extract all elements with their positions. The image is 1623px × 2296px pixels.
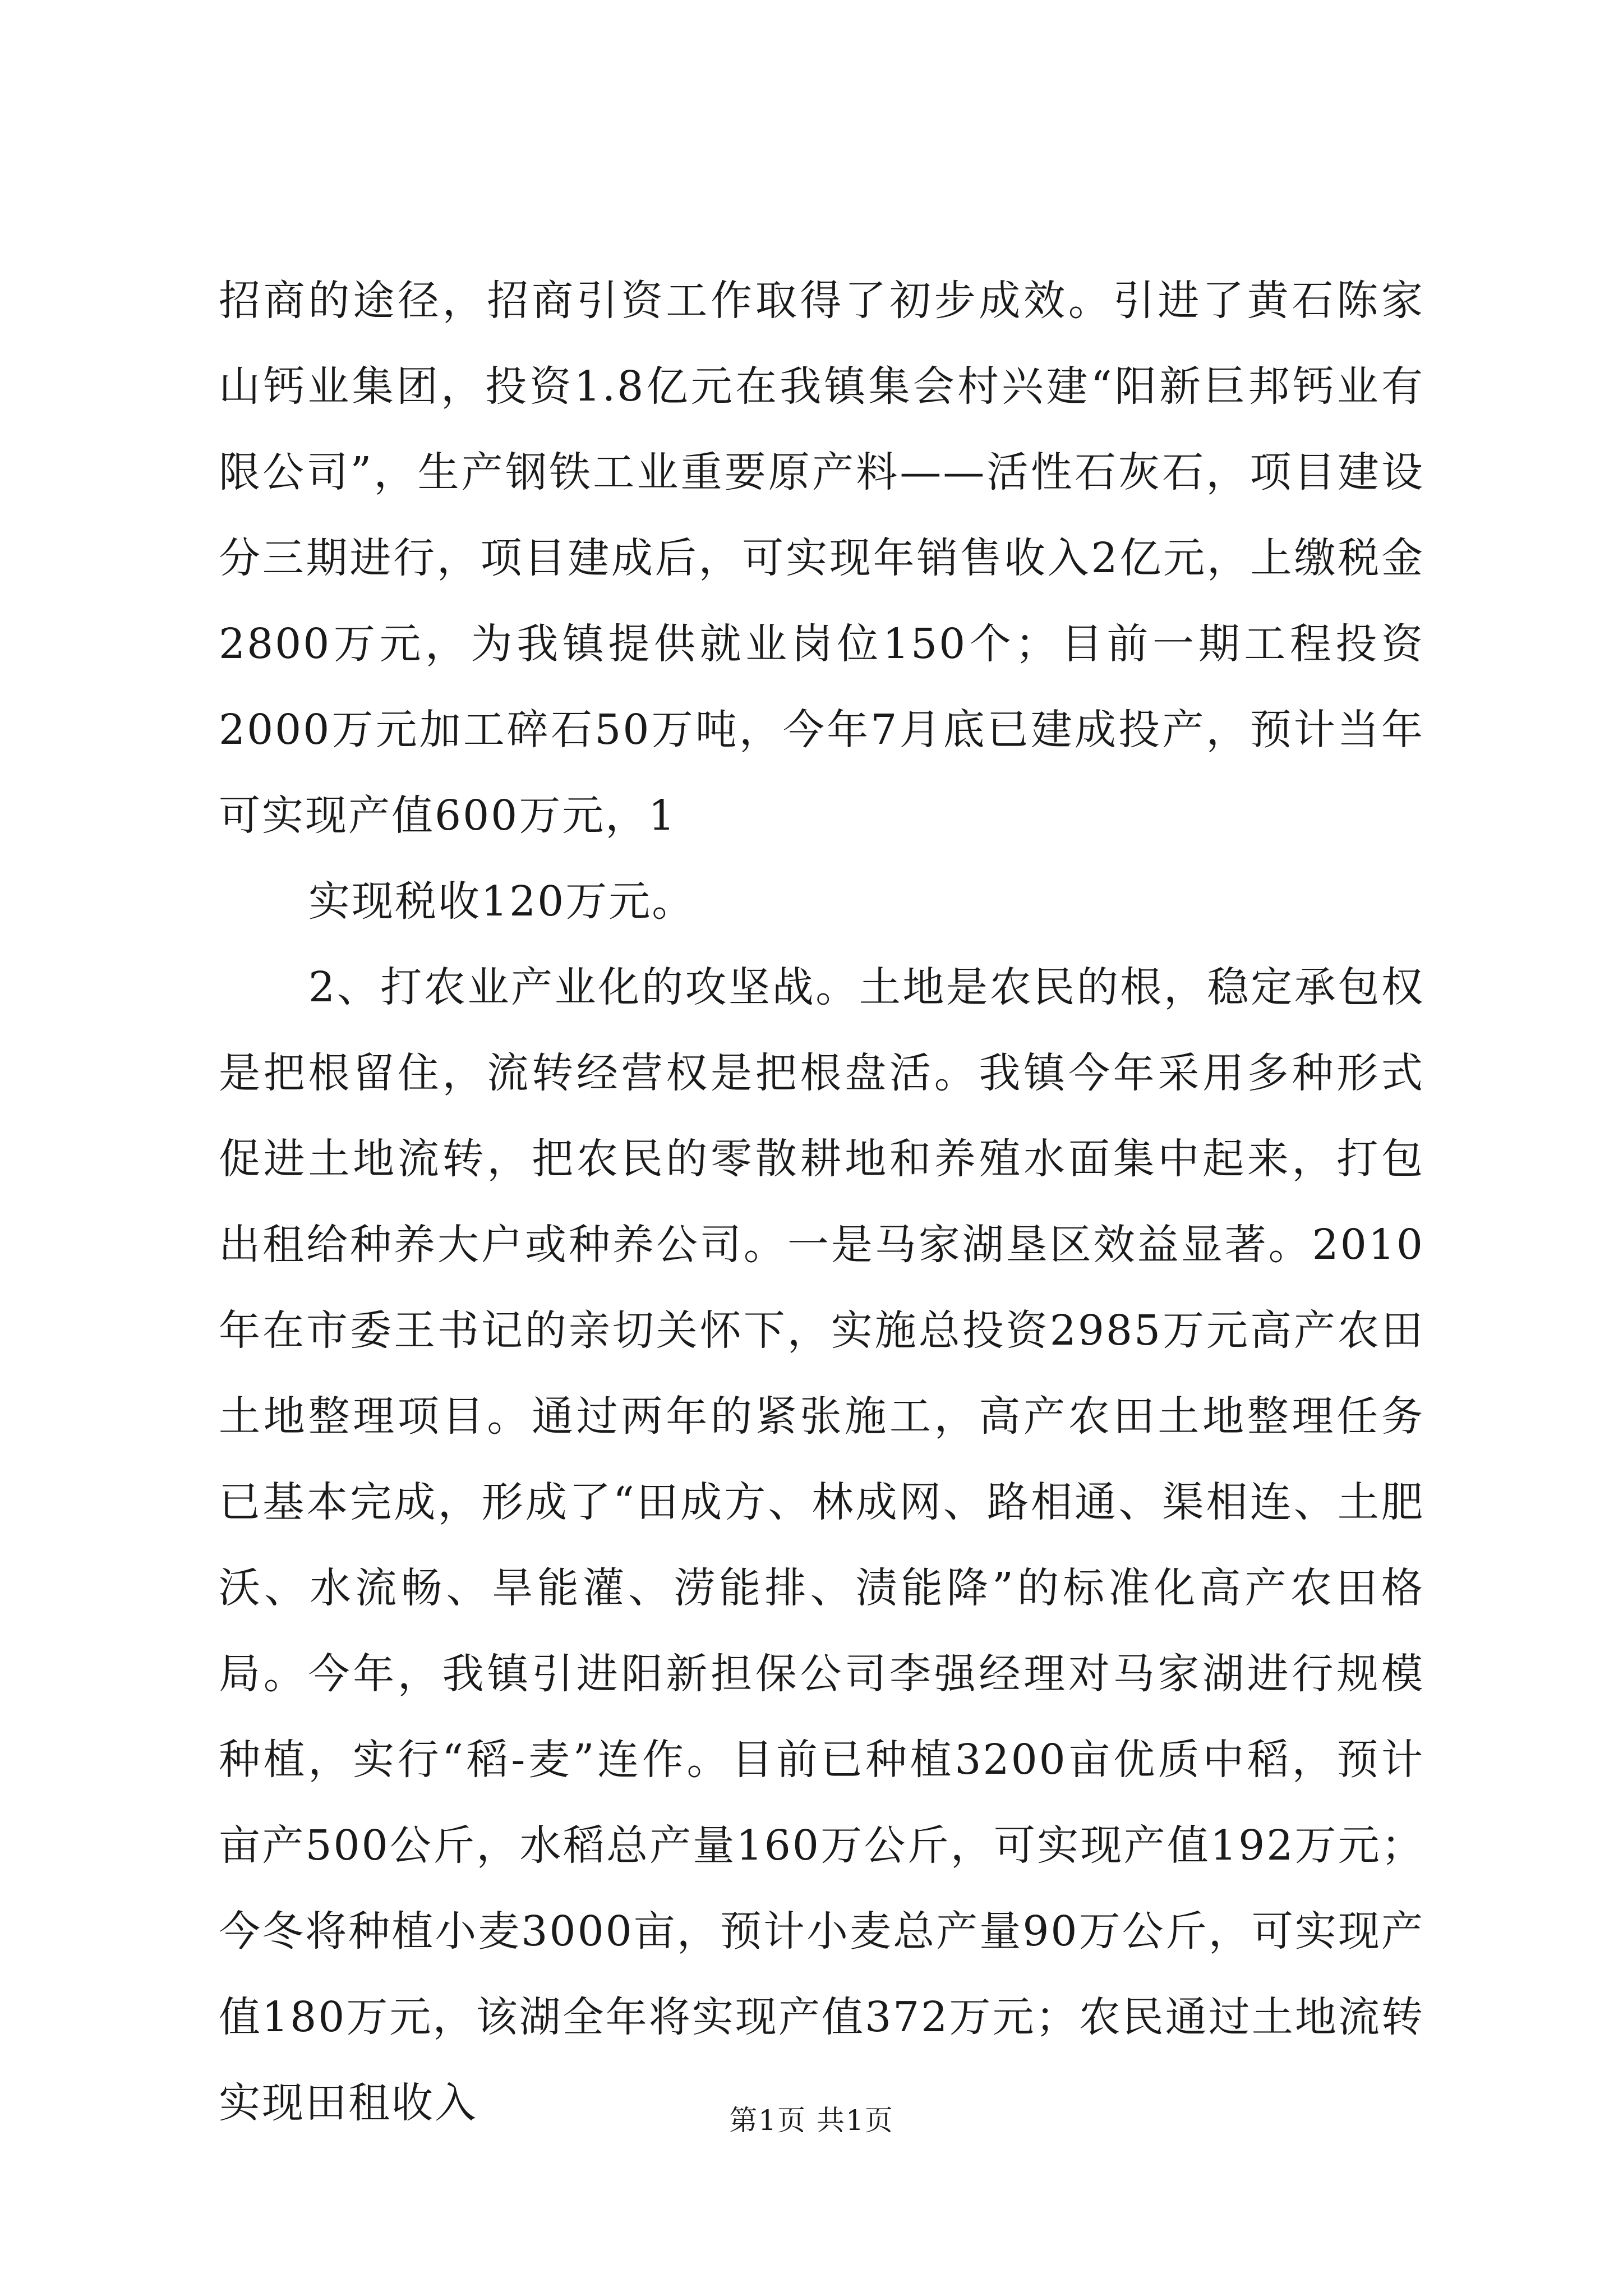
paragraph-3: 2、打农业产业化的攻坚战。土地是农民的根，稳定承包权是把根留住，流转经营权是把根盘活。我镇今年采用多种形式促进土地流转，把农民的零散耕地和养殖水面集中起来，打包出租给种养大户或种养公司。一是马家湖垦区效益显著。2010年在市委王书记的亲切关怀下，实施总投资2985万元高产农田土地整理项目。通过两年的紧张施工，高产农田土地整理任务已基本完成，形成了“田成方、林成网、路相通、渠相连、土肥沃、水流畅、旱能灌、涝能排、渍能降”的标准化高产农田格局。今年，我镇引进阳新担保公司李强经理对马家湖进行规模种植，实行“稻-麦”连作。目前已种植3200亩优质中稻，预计亩产500公斤，水稻总产量160万公斤，可实现产值192万元；今冬将种植小麦3000亩，预计小麦总产量90万公斤，可实现产值180万元，该湖全年将实现产值372万元；农民通过土地流转实现田租收入 <box>219 963 1424 2127</box>
paragraph-1: 招商的途径，招商引资工作取得了初步成效。引进了黄石陈家山钙业集团，投资1.8亿元在我镇集会村兴建“阳新巨邦钙业有限公司”，生产钢铁工业重要原产料——活性石灰石，项目建设分三期进行，项目建成后，可实现年销售收入2亿元，上缴税金2800万元，为我镇提供就业岗位150个；目前一期工程投资2000万元加工碎石50万吨，今年7月底已建成投产，预计当年可实现产值600万元，1 <box>219 277 1424 840</box>
paragraph-2: 实现税收120万元。 <box>308 877 695 926</box>
page-footer: 第1页 共1页 <box>729 2104 894 2137</box>
document-body <box>219 258 1424 2146</box>
